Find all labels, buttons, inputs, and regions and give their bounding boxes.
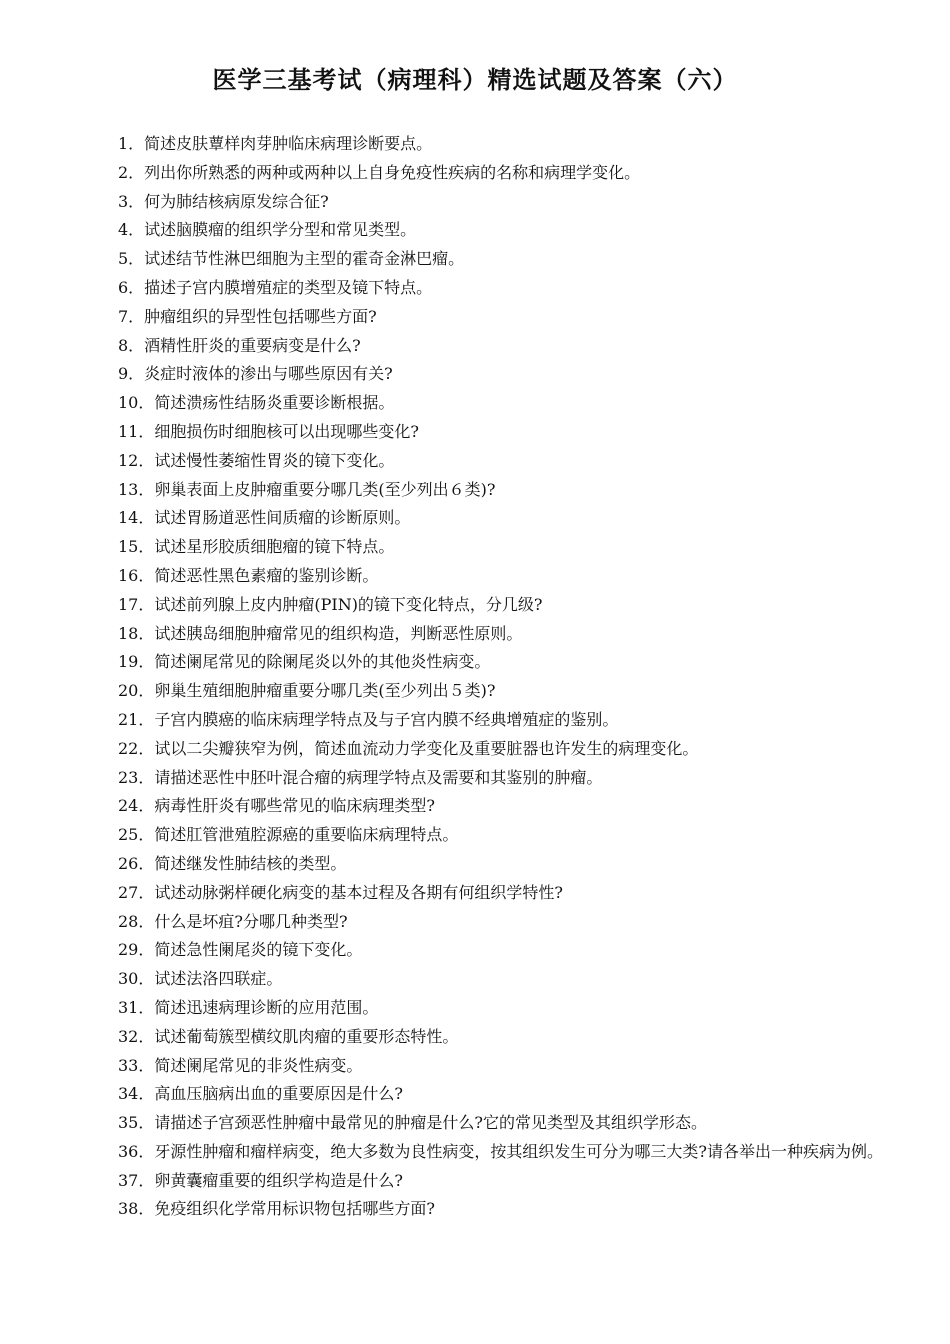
question-item: 21．子宫内膜癌的临床病理学特点及与子宫内膜不经典增殖症的鉴别。 [118, 709, 619, 729]
question-item: 4．试述脑膜瘤的组织学分型和常见类型。 [118, 220, 417, 240]
question-item: 15．试述星形胶质细胞瘤的镜下特点。 [118, 537, 395, 557]
question-item: 29．简述急性阑尾炎的镜下变化。 [118, 940, 363, 960]
question-list [80, 130, 900, 1224]
question-item: 7．肿瘤组织的异型性包括哪些方面? [118, 306, 377, 326]
question-item: 23．请描述恶性中胚叶混合瘤的病理学特点及需要和其鉴别的肿瘤。 [118, 767, 603, 787]
question-item: 5．试述结节性淋巴细胞为主型的霍奇金淋巴瘤。 [118, 249, 465, 269]
question-item: 35．请描述子宫颈恶性肿瘤中最常见的肿瘤是什么?它的常见类型及其组织学形态。 [118, 1113, 707, 1133]
question-item: 11．细胞损伤时细胞核可以出现哪些变化? [118, 421, 419, 441]
question-item: 3．何为肺结核病原发综合征? [118, 191, 329, 211]
question-item: 9．炎症时液体的渗出与哪些原因有关? [118, 364, 393, 384]
question-item: 37．卵黄囊瘤重要的组织学构造是什么? [118, 1170, 403, 1190]
question-item: 8．酒精性肝炎的重要病变是什么? [118, 335, 361, 355]
question-item: 32．试述葡萄簇型横纹肌肉瘤的重要形态特性。 [118, 1026, 459, 1046]
question-item: 17．试述前列腺上皮内肿瘤(PIN)的镜下变化特点，分几级? [118, 594, 543, 614]
question-item: 31．简述迅速病理诊断的应用范围。 [118, 997, 379, 1017]
question-item: 10．简述溃疡性结肠炎重要诊断根据。 [118, 393, 395, 413]
question-item: 34．高血压脑病出血的重要原因是什么? [118, 1084, 403, 1104]
question-item: 18．试述胰岛细胞肿瘤常见的组织构造，判断恶性原则。 [118, 623, 523, 643]
question-item: 30．试述法洛四联症。 [118, 969, 283, 989]
question-item: 22．试以二尖瓣狭窄为例，简述血流动力学变化及重要脏器也许发生的病理变化。 [118, 738, 699, 758]
question-item: 14．试述胃肠道恶性间质瘤的诊断原则。 [118, 508, 411, 528]
question-item: 1．简述皮肤蕈样肉芽肿临床病理诊断要点。 [118, 134, 433, 153]
question-item: 19．简述阑尾常见的除阑尾炎以外的其他炎性病变。 [118, 652, 491, 672]
question-item: 2．列出你所熟悉的两种或两种以上自身免疫性疾病的名称和病理学变化。 [118, 162, 641, 182]
question-item: 16．简述恶性黑色素瘤的鉴别诊断。 [118, 565, 379, 585]
question-item: 24．病毒性肝炎有哪些常见的临床病理类型? [118, 796, 435, 816]
question-item: 28．什么是坏疽?分哪几种类型? [118, 911, 348, 931]
question-item: 36．牙源性肿瘤和瘤样病变，绝大多数为良性病变，按其组织发生可分为哪三大类?请各举出一种疾病为例。 [118, 1141, 883, 1161]
question-item: 12．试述慢性萎缩性胃炎的镜下变化。 [118, 450, 395, 470]
question-item: 27．试述动脉粥样硬化病变的基本过程及各期有何组织学特性? [118, 882, 563, 902]
question-item: 25．简述肛管泄殖腔源癌的重要临床病理特点。 [118, 825, 459, 845]
page-title: 医学三基考试（病理科）精选试题及答案（六） [212, 65, 738, 94]
question-item: 26．简述继发性肺结核的类型。 [118, 853, 347, 873]
question-item: 13．卵巢表面上皮肿瘤重要分哪几类(至少列出６类)? [118, 479, 496, 499]
question-item: 38．免疫组织化学常用标识物包括哪些方面? [118, 1199, 435, 1219]
question-item: 20．卵巢生殖细胞肿瘤重要分哪几类(至少列出５类)? [118, 681, 496, 701]
question-item: 33．简述阑尾常见的非炎性病变。 [118, 1055, 363, 1075]
question-item: 6．描述子宫内膜增殖症的类型及镜下特点。 [118, 277, 433, 297]
